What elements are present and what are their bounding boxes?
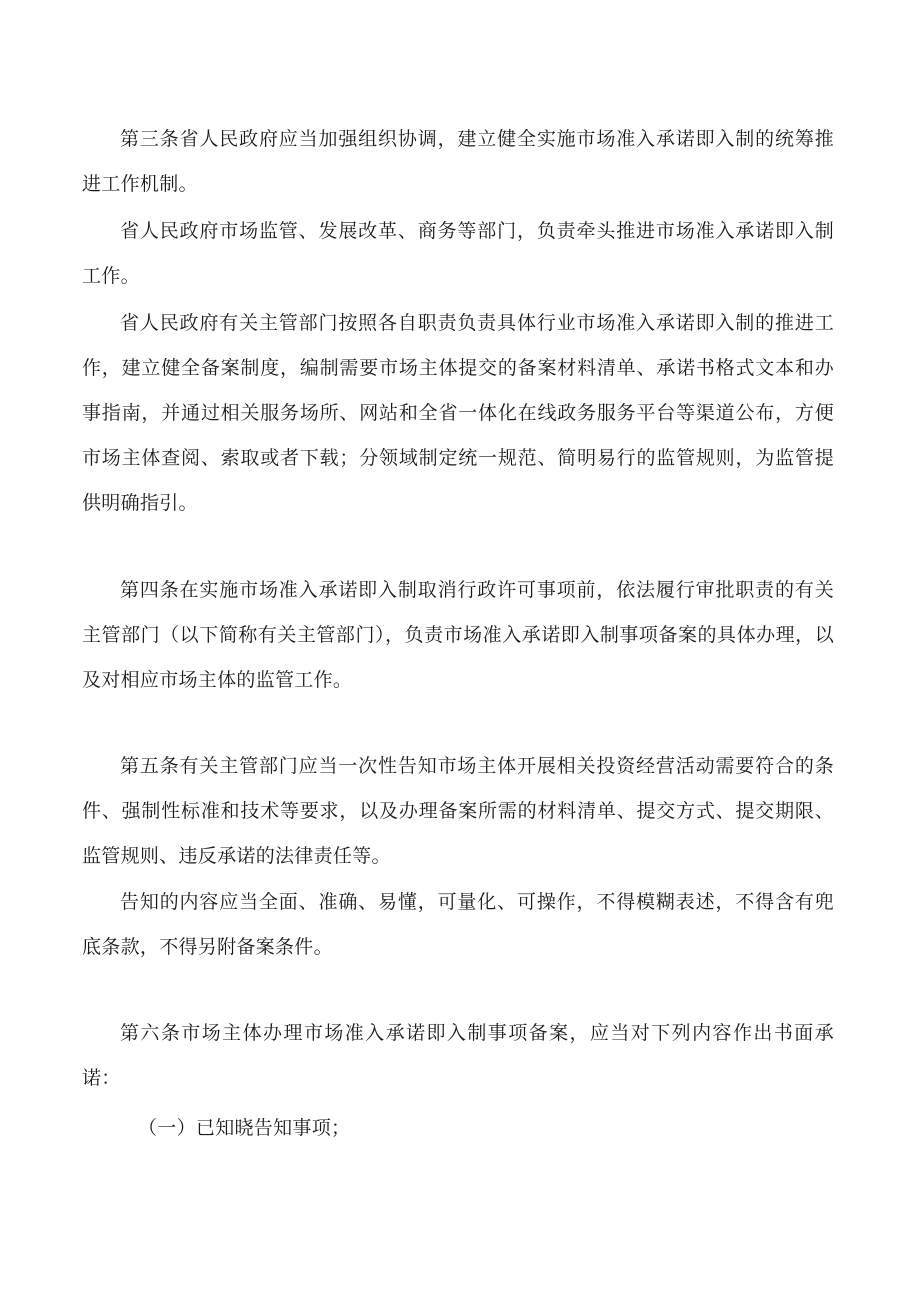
article-5-paragraph-1: 第五条有关主管部门应当一次性告知市场主体开展相关投资经营活动需要符合的条件、强制性标准和技术等要求，以及办理备案所需的材料清单、提交方式、提交期限、监管规则、违反承诺的法律责任等。 xyxy=(82,755,834,867)
article-4-paragraph-1: 第四条在实施市场准入承诺即入制取消行政许可事项前，依法履行审批职责的有关主管部门（以下简称有关主管部门），负责市场准入承诺即入制事项备案的具体办理，以及对相应市场主体的监管工作。 xyxy=(82,579,834,691)
article-3-paragraph-2: 省人民政府市场监管、发展改革、商务等部门，负责牵头推进市场准入承诺即入制工作。 xyxy=(82,220,834,287)
article-3-paragraph-1: 第三条省人民政府应当加强组织协调，建立健全实施市场准入承诺即入制的统筹推进工作机制。 xyxy=(82,128,834,195)
article-5-paragraph-2: 告知的内容应当全面、准确、易懂，可量化、可操作，不得模糊表述，不得含有兜底条款，不得另附备案条件。 xyxy=(82,891,834,958)
article-3-paragraph-3: 省人民政府有关主管部门按照各自职责负责具体行业市场准入承诺即入制的推进工作，建立健全备案制度，编制需要市场主体提交的备案材料清单、承诺书格式文本和办事指南，并通过相关服务场所、网站和全省一体化在线政务服务平台等渠道公布，方便市场主体查阅、索取或者下载；分领域制定统一规范、简明易行的监管规则，为监管提供明确指引。 xyxy=(82,312,834,514)
article-6-paragraph-1: 第六条市场主体办理市场准入承诺即入制事项备案，应当对下列内容作出书面承诺： xyxy=(82,1022,834,1089)
article-6-item-1: （一）已知晓告知事项； xyxy=(138,1117,351,1139)
